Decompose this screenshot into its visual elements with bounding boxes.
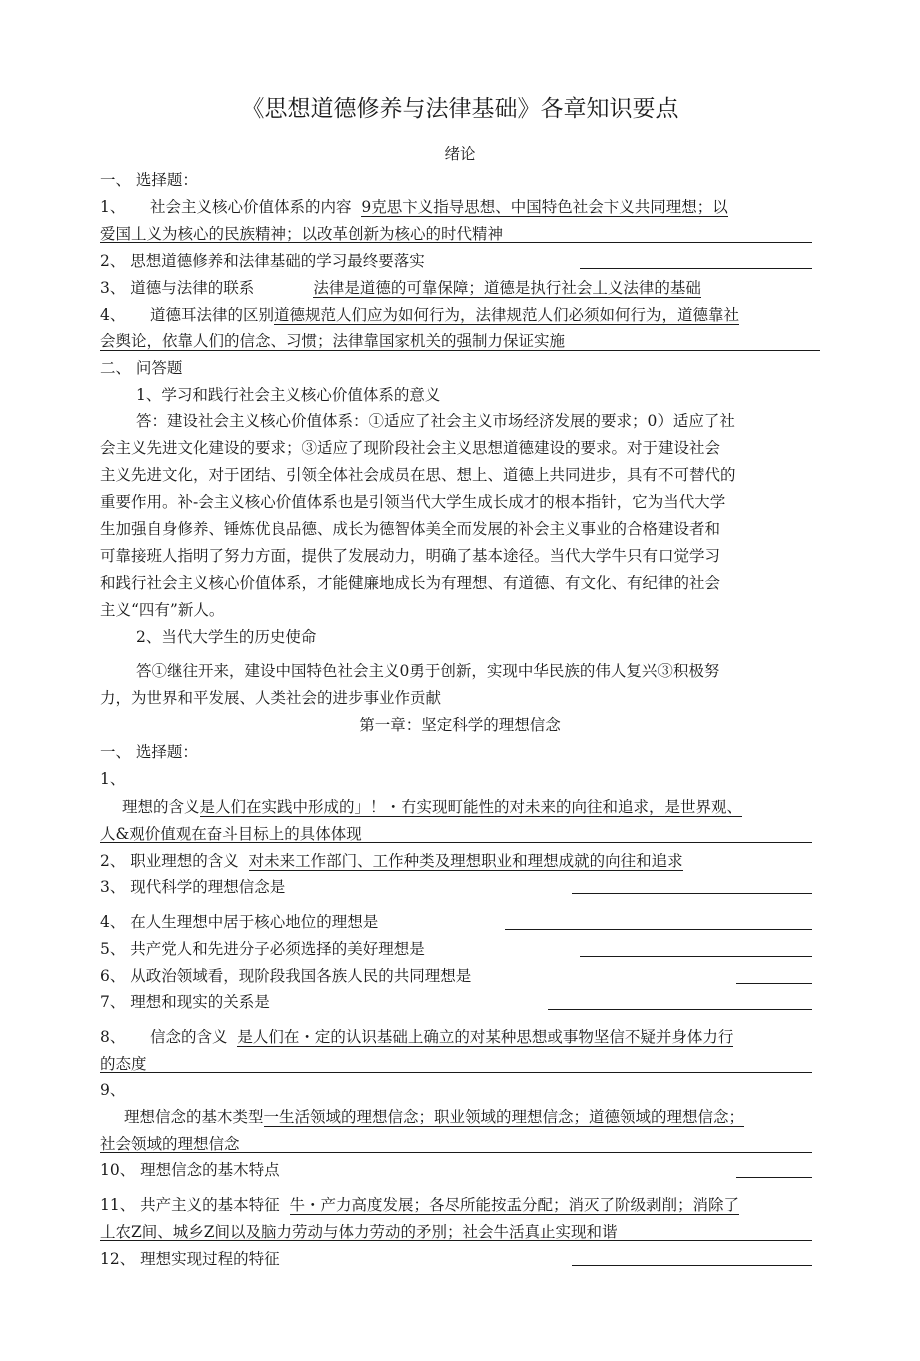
answer: 法律是道德的可靠保障；道德是执行社会丄义法律的基础 xyxy=(313,279,701,297)
ch1-q7: 7、 理想和现实的关系是 xyxy=(100,993,270,1011)
q-text: 道德耳法律的区别 xyxy=(150,306,275,324)
qa2-title: 2、当代大学生的历史使命 xyxy=(136,628,317,646)
ch1-q12: 12、 理想实现过程的特征 xyxy=(100,1250,280,1268)
answer: 对未来工作部门、工作种类及理想职业和理想成就的向往和追求 xyxy=(248,852,683,870)
answer-blank xyxy=(505,929,812,930)
intro-section-qa: 二、 问答题 xyxy=(100,359,183,377)
intro-q1 xyxy=(100,197,728,217)
q-number: 4、 xyxy=(100,306,126,324)
intro-q4 xyxy=(100,305,739,325)
ch1-q8 xyxy=(100,1027,733,1047)
answer-line: 主义先进文化，对于团结、引领全体社会成员在思、想上、道德上共同进步，具有不可替代的 xyxy=(100,466,736,484)
answer-blank xyxy=(572,893,812,894)
q-number: 8、 xyxy=(100,1028,126,1046)
answer-line: 和践行社会主义核心价值体系，才能健廉地成长为有理想、有道德、有文化、有纪律的社会 xyxy=(100,574,721,592)
ch1-q1-number: 1、 xyxy=(100,770,126,788)
q-text: 社会主义核心价值体系的内容 xyxy=(150,198,352,216)
intro-section-choice: 一、 选择题： xyxy=(100,171,198,189)
ch1-section-choice: 一、 选择题： xyxy=(100,743,198,761)
qa1-answer xyxy=(100,408,812,624)
ch1-q4: 4、 在人生理想中居于核心地位的理想是 xyxy=(100,913,379,931)
intro-q4-continued xyxy=(100,331,565,351)
answer-line: 重要作用。补-会主义核心价值体系也是引领当代大学生成长成才的根本指针，它为当代大学 xyxy=(100,493,726,511)
answer: 是人们在・定的认识基础上确立的对某种思想或事物坚信不疑并身体力行 xyxy=(237,1028,734,1046)
answer-line: 可靠接班人指明了努力方面，提供了发展动力，明确了基本途径。当代大学牛只有口觉学习 xyxy=(100,547,721,565)
answer-line: 力，为世界和平发展、人类社会的进步事业作贡献 xyxy=(100,689,442,707)
answer-blank xyxy=(736,1177,812,1178)
ch1-q6: 6、 从政治领域看，现阶段我国各族人民的共同理想是 xyxy=(100,967,472,985)
answer: 人&观价值观在奋斗目标上的具体体现 xyxy=(100,825,362,843)
answer-underline xyxy=(100,1240,812,1241)
ch1-q11-continued xyxy=(100,1222,618,1242)
answer-blank xyxy=(548,1009,812,1010)
ch1-q9-continued xyxy=(100,1134,240,1154)
ch1-q2 xyxy=(100,851,683,871)
answer-line: 答：建设社会主义核心价值体系：①适应了社会主义市场经济发展的要求；0）适应了社 xyxy=(136,412,735,430)
ch1-q9 xyxy=(124,1107,744,1127)
answer-line: 会主义先进文化建设的要求；③适应了现阶段社会主义思想道德建设的要求。对于建设社会 xyxy=(100,439,721,457)
answer-blank xyxy=(580,268,812,269)
answer-blank xyxy=(580,956,812,957)
ch1-q9-number: 9、 xyxy=(100,1081,126,1099)
ch1-q10: 10、 理想信念的基木特点 xyxy=(100,1161,280,1179)
answer: 会舆论，依靠人们的信念、习惯；法律靠国家机关的强制力保证实施 xyxy=(100,332,566,350)
qa2-answer xyxy=(100,658,812,712)
q-number: 1、 xyxy=(100,198,126,216)
q-text: 11、 共产主义的基本特征 xyxy=(100,1196,280,1214)
q-text: 信念的含义 xyxy=(150,1028,228,1046)
q-text: 理想信念的基木类型 xyxy=(124,1108,264,1126)
intro-q3 xyxy=(100,278,701,298)
intro-q1-continued xyxy=(100,224,503,244)
page-title: 《思想道德修养与法律基础》各章知识要点 xyxy=(241,96,679,122)
answer-line: 生加强自身修养、锤炼优良品德、成长为德智体美全而发展的补会主义事业的合格建设者和 xyxy=(100,520,721,538)
ch1-q11 xyxy=(100,1195,739,1215)
answer-line: 主义“四有”新人。 xyxy=(100,601,225,619)
ch1-q5: 5、 共产党人和先进分子必须选择的美好理想是 xyxy=(100,940,425,958)
answer-underline xyxy=(100,350,820,351)
ch1-q3: 3、 现代科学的理想信念是 xyxy=(100,878,286,896)
ch1-q1 xyxy=(122,797,742,817)
q-text: 2、 职业理想的含义 xyxy=(100,852,239,870)
answer-blank xyxy=(572,1265,812,1266)
ch1-q1-continued xyxy=(100,824,362,844)
answer-underline xyxy=(100,1072,812,1073)
answer: 爱国丄义为核心的民族精神；以改革创新为核心的时代精神 xyxy=(100,225,504,243)
q-text: 理想的含义 xyxy=(122,798,200,816)
intro-q2: 2、 思想道德修养和法律基础的学习最终要落实 xyxy=(100,252,425,270)
answer-blank xyxy=(736,983,812,984)
answer: 社会领域的理想信念 xyxy=(100,1135,240,1153)
answer-underline xyxy=(100,242,812,243)
intro-heading: 绪论 xyxy=(444,145,476,163)
answer-line: 答①继往开来，建设中国特色社会主义0勇于创新，实现中华民族的伟人复兴③积极努 xyxy=(136,662,720,680)
answer: 一生活领域的理想信念；职业领域的理想信念；道德领域的理想信念； xyxy=(263,1108,745,1126)
answer: 牛・产力高度发展；各尽所能按盂分配；消灭了阶级剥削；消除了 xyxy=(289,1196,740,1214)
ch1-q8-continued xyxy=(100,1054,147,1074)
answer: 丄农Z间、城乡Z间以及脑力劳动与体力劳动的矛別；社会牛活真止实现和谐 xyxy=(100,1223,618,1241)
answer: 道德规范人们应为如何行为，法律规范人们必须如何行为，道德靠社 xyxy=(274,306,740,324)
qa1-title: 1、学习和践行社会主义核心价值体系的意义 xyxy=(136,386,441,404)
answer-underline xyxy=(100,842,812,843)
answer: 9克思卞义指导思想、中国特色社会卞义共同理想；以 xyxy=(361,198,728,216)
answer-underline xyxy=(100,1152,812,1153)
chapter1-heading: 第一章：坚定科学的理想信念 xyxy=(359,716,561,734)
q-text: 3、 道德与法律的联系 xyxy=(100,279,255,297)
answer: 是人们在实践中形成的」！・冇实现町能性的对未来的向往和追求，是世界观、 xyxy=(199,798,743,816)
answer: 的态度 xyxy=(100,1055,147,1073)
